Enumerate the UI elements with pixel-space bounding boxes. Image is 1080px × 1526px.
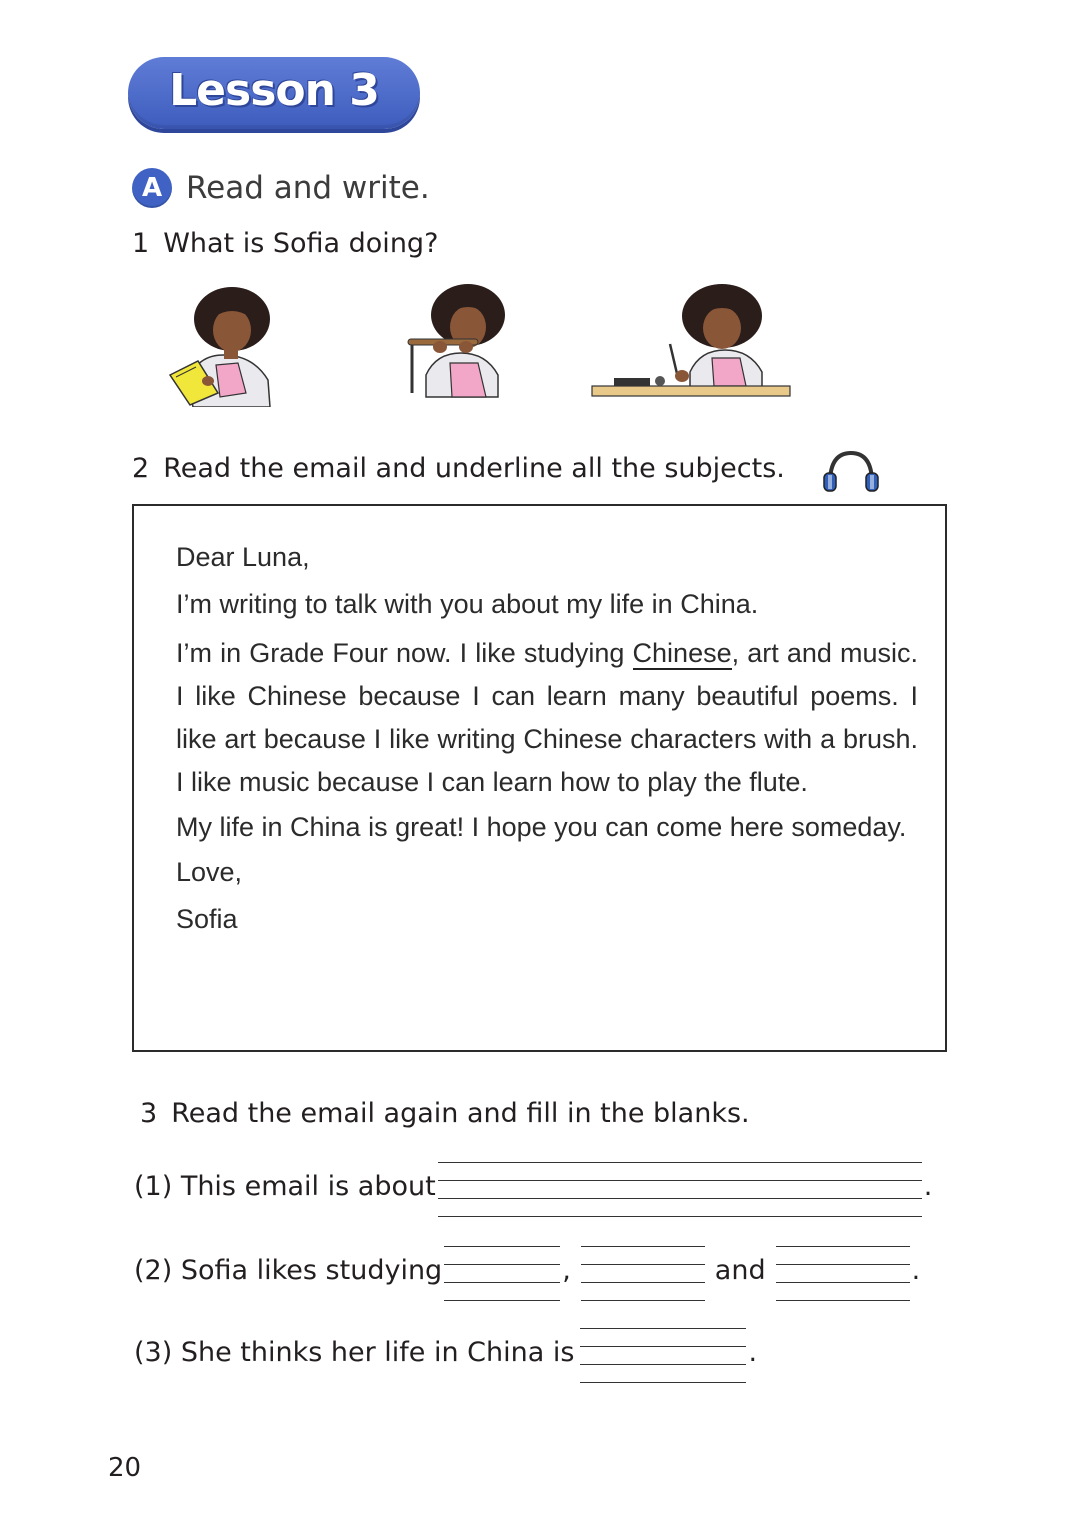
page-number: 20 [108, 1453, 142, 1483]
question-text: What is Sofia doing? [163, 228, 439, 259]
lesson-badge [128, 57, 420, 129]
writing-blank[interactable] [438, 1158, 922, 1214]
question-number: 3 [140, 1098, 158, 1129]
headphones-icon [822, 449, 880, 493]
writing-blank[interactable] [580, 1324, 746, 1380]
punctuation: . [911, 1254, 921, 1286]
writing-blank[interactable] [776, 1242, 910, 1298]
writing-blank[interactable] [581, 1242, 705, 1298]
section-title: Read and write. [186, 170, 430, 206]
question-1 [132, 228, 438, 259]
writing-blank[interactable] [444, 1242, 560, 1298]
question-text: Read the email again and fill in the blanks. [171, 1098, 750, 1129]
email-intro: I’m writing to talk with you about my life in China. [176, 589, 759, 619]
punctuation: . [923, 1170, 933, 1202]
sofia-reading-illustration [168, 285, 278, 407]
fill-label: (1) This email is about [134, 1170, 436, 1202]
question-2 [132, 453, 785, 484]
connector-word: and [714, 1254, 766, 1286]
punctuation: , [562, 1254, 571, 1286]
section-letter-badge: A [132, 168, 172, 208]
email-greeting: Dear Luna, [176, 542, 310, 572]
email-paragraph-2: My life in China is great! I hope you can come here someday. [176, 812, 907, 842]
section-header [132, 167, 430, 209]
fill-in-row-2 [134, 1242, 920, 1298]
question-number: 1 [132, 228, 150, 259]
fill-label: (3) She thinks her life in China is [134, 1336, 575, 1368]
question-number: 2 [132, 453, 150, 484]
sofia-brush-writing-illustration [590, 282, 792, 400]
lesson-title: Lesson 3 [169, 65, 379, 116]
question-3 [140, 1098, 750, 1129]
fill-in-row-1 [134, 1158, 932, 1214]
punctuation: . [748, 1336, 758, 1368]
underlined-subject: Chinese [632, 638, 732, 668]
fill-in-row-3 [134, 1324, 757, 1380]
fill-label: (2) Sofia likes studying [134, 1254, 443, 1286]
email-closing: Love, [176, 857, 243, 887]
email-signature: Sofia [176, 904, 238, 934]
question-text: Read the email and underline all the subjects. [163, 453, 785, 484]
email-body [176, 534, 918, 943]
email-paragraph-1: I’m in Grade Four now. I like studying Chinese, art and music. I like Chinese because I can learn many beautiful poems. I like art because I like writing Chinese characters with a brush. I like music because I can learn how to play the flute. [176, 638, 918, 797]
email-box [132, 504, 947, 1052]
sofia-flute-illustration [406, 283, 512, 401]
